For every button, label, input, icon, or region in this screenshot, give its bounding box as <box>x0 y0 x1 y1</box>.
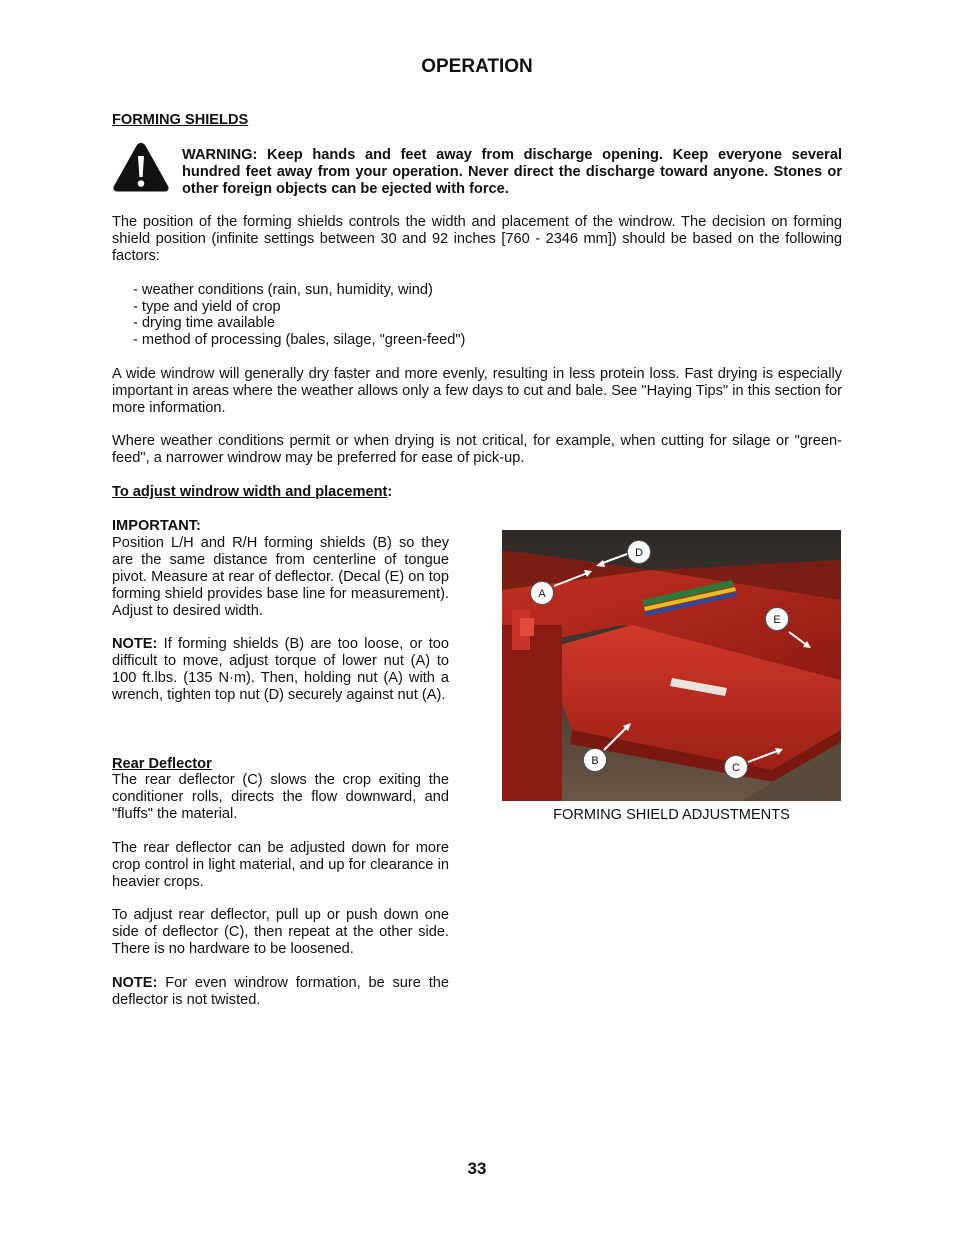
callout-b <box>583 748 607 772</box>
callout-a <box>530 581 554 605</box>
note-label: NOTE: <box>112 975 158 991</box>
callout-e <box>765 607 789 631</box>
note-shield-torque <box>112 636 449 704</box>
callout-c-label: C <box>732 762 740 774</box>
section-heading-forming-shields: FORMING SHIELDS <box>112 112 249 128</box>
callout-b-label: B <box>591 755 599 767</box>
callout-c <box>724 755 748 779</box>
note-deflector <box>112 975 449 1009</box>
forming-shield-photo <box>502 530 841 801</box>
rear-deflector-para2: The rear deflector can be adjusted down for more crop control in light material, and up for clearance in heavier crops. <box>112 840 449 890</box>
note-text: If forming shields (B) are too loose, or too difficult to move, adjust torque of lower nut (A) to 100 ft.lbs. (135 N·m). Then, holding nut (A) with a wrench, tighten top nut (D) securely against nut (A). <box>112 636 449 703</box>
figure-caption: FORMING SHIELD ADJUSTMENTS <box>553 807 790 823</box>
note-label: NOTE: <box>112 636 158 652</box>
rear-deflector-para3: To adjust rear deflector, pull up or push down one side of deflector (C), then repeat at the other side. There is no hardware to be loosened. <box>112 907 449 957</box>
important-text: Position L/H and R/H forming shields (B) so they are the same distance from centerline of tongue pivot. Measure at rear of deflector. (Decal (E) on top forming shield provides base line for measurement). Adjust to desired width. <box>112 535 449 619</box>
adjust-heading-colon: : <box>387 484 393 500</box>
callout-arrows <box>502 530 841 801</box>
list-item: - weather conditions (rain, sun, humidity, wind) <box>133 282 433 298</box>
note-text: For even windrow formation, be sure the deflector is not twisted. <box>112 975 449 1008</box>
callout-e-label: E <box>773 614 781 626</box>
important-label: IMPORTANT: <box>112 518 201 534</box>
rear-deflector-heading: Rear Deflector <box>112 756 212 772</box>
warning-triangle-icon <box>112 141 170 193</box>
list-item: - type and yield of crop <box>133 298 281 315</box>
rear-deflector-para1: The rear deflector (C) slows the crop exiting the conditioner rolls, directs the flow downward, and "fluffs" the material. <box>112 772 449 822</box>
list-item: - drying time available <box>133 315 275 332</box>
page-number: 33 <box>467 1159 487 1178</box>
intro-paragraph: The position of the forming shields controls the width and placement of the windrow. The decision on forming shield position (infinite settings between 30 and 92 inches [760 - 2346 mm]) should be based on the following factors: <box>112 214 842 264</box>
callout-d <box>627 540 651 564</box>
adjust-heading <box>112 484 392 501</box>
adjust-heading-text: To adjust windrow width and placement <box>112 484 388 500</box>
list-item: - method of processing (bales, silage, "green-feed") <box>133 331 466 348</box>
callout-a-label: A <box>538 588 546 600</box>
callout-d-label: D <box>635 547 643 559</box>
warning-text: WARNING: Keep hands and feet away from discharge opening. Keep everyone several hundred feet away from your operation. Never direct the discharge toward anyone. Stones or other foreign objects can be ejected with force. <box>182 147 842 197</box>
factors-list <box>133 282 733 348</box>
page-title: OPERATION <box>421 56 533 77</box>
wide-windrow-paragraph: A wide windrow will generally dry faster and more evenly, resulting in less protein loss. Fast drying is especially important in areas where the weather allows only a few days to cut and bale. See "Haying Tips" in this section for more information. <box>112 366 842 416</box>
narrow-windrow-paragraph: Where weather conditions permit or when drying is not critical, for example, when cutting for silage or "green-feed", a narrower windrow may be preferred for ease of pick-up. <box>112 433 842 466</box>
